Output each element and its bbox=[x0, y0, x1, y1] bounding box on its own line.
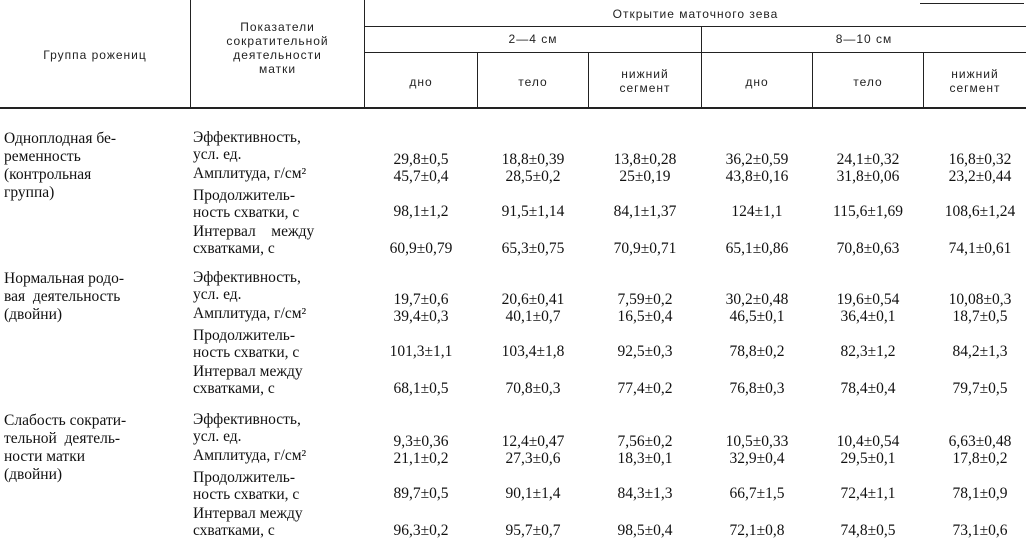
parameter-label-line: Эффективность, bbox=[193, 269, 301, 286]
value-cell: 68,1±0,5 bbox=[393, 380, 449, 397]
group-name bbox=[4, 130, 184, 202]
value-cell: 89,7±0,5 bbox=[393, 485, 449, 502]
value-cell: 36,4±0,1 bbox=[840, 308, 896, 325]
group-name-line: группа) bbox=[4, 184, 55, 201]
group-name-line: ременность bbox=[4, 148, 81, 165]
value-cell: 79,7±0,5 bbox=[952, 380, 1008, 397]
parameter-label bbox=[193, 328, 358, 361]
parameter-label bbox=[193, 470, 358, 503]
value-cell: 25±0,19 bbox=[619, 168, 671, 185]
parameter-label-line: усл. ед. bbox=[193, 285, 242, 303]
value-cell: 30,2±0,48 bbox=[725, 291, 789, 308]
value-cell: 95,7±0,7 bbox=[505, 522, 561, 539]
value-cell: 78,4±0,4 bbox=[840, 380, 896, 397]
value-cell: 43,8±0,16 bbox=[725, 168, 789, 185]
value-cell: 10,4±0,54 bbox=[836, 433, 900, 450]
value-cell: 108,6±1,24 bbox=[944, 203, 1016, 220]
value-cell: 76,8±0,3 bbox=[729, 380, 785, 397]
header-main-title: Открытие маточного зева bbox=[612, 7, 779, 21]
header-indicator-line: Показатели bbox=[240, 20, 315, 34]
group-name-line: тельной деятель- bbox=[4, 430, 121, 447]
value-cell: 9,3±0,36 bbox=[393, 433, 449, 450]
parameter-label-line: схватками, с bbox=[193, 521, 275, 539]
value-cell: 82,3±1,2 bbox=[840, 343, 896, 360]
value-cell: 77,4±0,2 bbox=[617, 380, 673, 397]
value-cell: 98,5±0,4 bbox=[617, 522, 673, 539]
header-segment: нижний сегмент bbox=[619, 67, 671, 95]
header-segment: дно bbox=[409, 75, 433, 89]
parameter-label bbox=[193, 130, 358, 163]
value-cell: 21,1±0,2 bbox=[393, 450, 449, 467]
parameter-label bbox=[193, 166, 358, 183]
value-cell: 17,8±0,2 bbox=[952, 450, 1008, 467]
parameter-label-line: Амплитуда, г/см² bbox=[193, 165, 307, 182]
value-cell: 13,8±0,28 bbox=[613, 151, 677, 168]
value-cell: 115,6±1,69 bbox=[833, 203, 903, 220]
parameter-label-line: усл. ед. bbox=[193, 427, 242, 445]
parameter-label bbox=[193, 506, 358, 539]
value-cell: 36,2±0,59 bbox=[725, 151, 789, 168]
parameter-label bbox=[193, 448, 358, 465]
value-cell: 46,5±0,1 bbox=[729, 308, 785, 325]
value-cell: 74,1±0,61 bbox=[948, 240, 1012, 257]
value-cell: 72,1±0,8 bbox=[729, 522, 785, 539]
value-cell: 73,1±0,6 bbox=[952, 522, 1008, 539]
value-cell: 70,8±0,3 bbox=[505, 380, 561, 397]
value-cell: 78,8±0,2 bbox=[729, 343, 785, 360]
value-cell: 18,8±0,39 bbox=[501, 151, 565, 168]
value-cell: 19,7±0,6 bbox=[393, 291, 449, 308]
vrule-seg-5 bbox=[923, 52, 924, 108]
header-opening-8-10: 8—10 см bbox=[835, 32, 893, 46]
value-cell: 23,2±0,44 bbox=[948, 168, 1012, 185]
value-cell: 98,1±1,2 bbox=[393, 203, 449, 220]
value-cell: 91,5±1,14 bbox=[501, 203, 565, 220]
group-name-line: (двойни) bbox=[4, 306, 63, 323]
parameter-label-line: Интервал между bbox=[193, 363, 303, 380]
group-name-line: Слабость сократи- bbox=[4, 412, 127, 429]
header-segment: тело bbox=[518, 75, 548, 89]
value-cell: 19,6±0,54 bbox=[836, 291, 900, 308]
header-indicator-line: сократительной bbox=[226, 34, 329, 48]
parameter-label-line: ность схватки, с bbox=[193, 203, 300, 221]
parameter-label-line: ность схватки, с bbox=[193, 485, 300, 503]
value-cell: 72,4±1,1 bbox=[840, 485, 896, 502]
group-name bbox=[4, 412, 184, 484]
rule-opening-title bbox=[365, 26, 1026, 27]
parameter-label-line: Амплитуда, г/см² bbox=[193, 305, 307, 322]
value-cell: 70,8±0,63 bbox=[836, 240, 900, 257]
group-name-line: Нормальная родо- bbox=[4, 270, 125, 287]
value-cell: 16,8±0,32 bbox=[948, 151, 1012, 168]
group-name-line: (контрольная bbox=[4, 166, 92, 183]
value-cell: 103,4±1,8 bbox=[501, 343, 565, 360]
parameter-label-line: Продолжитель- bbox=[193, 187, 296, 204]
value-cell: 92,5±0,3 bbox=[617, 343, 673, 360]
value-cell: 24,1±0,32 bbox=[836, 151, 900, 168]
value-cell: 18,3±0,1 bbox=[617, 450, 673, 467]
group-name-line: (двойни) bbox=[4, 466, 63, 483]
parameter-label-line: Эффективность, bbox=[193, 129, 301, 146]
value-cell: 84,1±1,37 bbox=[613, 203, 677, 220]
parameter-label bbox=[193, 188, 358, 221]
rule-top-right bbox=[920, 3, 1024, 4]
group-name-line: вая деятельность bbox=[4, 288, 121, 305]
header-indicator-title bbox=[191, 20, 364, 76]
value-cell: 10,5±0,33 bbox=[725, 433, 789, 450]
parameter-label-line: Продолжитель- bbox=[193, 327, 296, 344]
value-cell: 84,3±1,3 bbox=[617, 485, 673, 502]
parameter-label-line: Интервал между bbox=[193, 505, 303, 522]
parameter-label bbox=[193, 412, 358, 445]
value-cell: 65,3±0,75 bbox=[501, 240, 565, 257]
value-cell: 27,3±0,6 bbox=[505, 450, 561, 467]
value-cell: 78,1±0,9 bbox=[952, 485, 1008, 502]
header-opening-2-4: 2—4 см bbox=[508, 32, 558, 46]
value-cell: 6,63±0,48 bbox=[948, 433, 1012, 450]
value-cell: 20,6±0,41 bbox=[501, 291, 565, 308]
value-cell: 29,8±0,5 bbox=[393, 151, 449, 168]
value-cell: 45,7±0,4 bbox=[393, 168, 449, 185]
value-cell: 16,5±0,4 bbox=[617, 308, 673, 325]
parameter-label-line: ность схватки, с bbox=[193, 343, 300, 361]
parameter-label-line: Эффективность, bbox=[193, 411, 301, 428]
parameter-label bbox=[193, 224, 358, 257]
parameter-label bbox=[193, 270, 358, 303]
header-indicator-line: матки bbox=[258, 62, 297, 76]
value-cell: 7,56±0,2 bbox=[617, 433, 673, 450]
header-group-title: Группа рожениц bbox=[43, 48, 147, 62]
parameter-label bbox=[193, 306, 358, 323]
vrule-seg-2 bbox=[588, 52, 589, 108]
value-cell: 74,8±0,5 bbox=[840, 522, 896, 539]
header-segment: нижний сегмент bbox=[949, 67, 1001, 95]
rule-opening-sub bbox=[365, 52, 1026, 53]
value-cell: 84,2±1,3 bbox=[952, 343, 1008, 360]
parameter-label-line: Продолжитель- bbox=[193, 469, 296, 486]
value-cell: 39,4±0,3 bbox=[393, 308, 449, 325]
value-cell: 101,3±1,1 bbox=[389, 343, 453, 360]
header-indicator-line: деятельности bbox=[233, 48, 322, 62]
value-cell: 10,08±0,3 bbox=[948, 291, 1012, 308]
value-cell: 7,59±0,2 bbox=[617, 291, 673, 308]
value-cell: 29,5±0,1 bbox=[840, 450, 896, 467]
value-cell: 28,5±0,2 bbox=[505, 168, 561, 185]
parameter-label-line: Амплитуда, г/см² bbox=[193, 447, 307, 464]
value-cell: 66,7±1,5 bbox=[729, 485, 785, 502]
value-cell: 65,1±0,86 bbox=[725, 240, 789, 257]
parameter-label-line: схватками, с bbox=[193, 239, 275, 257]
value-cell: 60,9±0,79 bbox=[389, 240, 453, 257]
value-cell: 124±1,1 bbox=[731, 203, 783, 220]
value-cell: 96,3±0,2 bbox=[393, 522, 449, 539]
value-cell: 90,1±1,4 bbox=[505, 485, 561, 502]
header-segment: тело bbox=[853, 75, 883, 89]
value-cell: 40,1±0,7 bbox=[505, 308, 561, 325]
rule-header-bottom bbox=[0, 107, 1026, 109]
value-cell: 12,4±0,47 bbox=[501, 433, 565, 450]
parameter-label-line: схватками, с bbox=[193, 379, 275, 397]
header-segment: дно bbox=[745, 75, 769, 89]
value-cell: 70,9±0,71 bbox=[613, 240, 677, 257]
parameter-label-line: Интервал между bbox=[193, 223, 315, 240]
group-name bbox=[4, 270, 184, 324]
value-cell: 32,9±0,4 bbox=[729, 450, 785, 467]
value-cell: 18,7±0,5 bbox=[952, 308, 1008, 325]
parameter-label bbox=[193, 364, 358, 397]
value-cell: 31,8±0,06 bbox=[836, 168, 900, 185]
group-name-line: ности матки bbox=[4, 448, 86, 465]
group-name-line: Одноплодная бе- bbox=[4, 130, 117, 147]
parameter-label-line: усл. ед. bbox=[193, 145, 242, 163]
